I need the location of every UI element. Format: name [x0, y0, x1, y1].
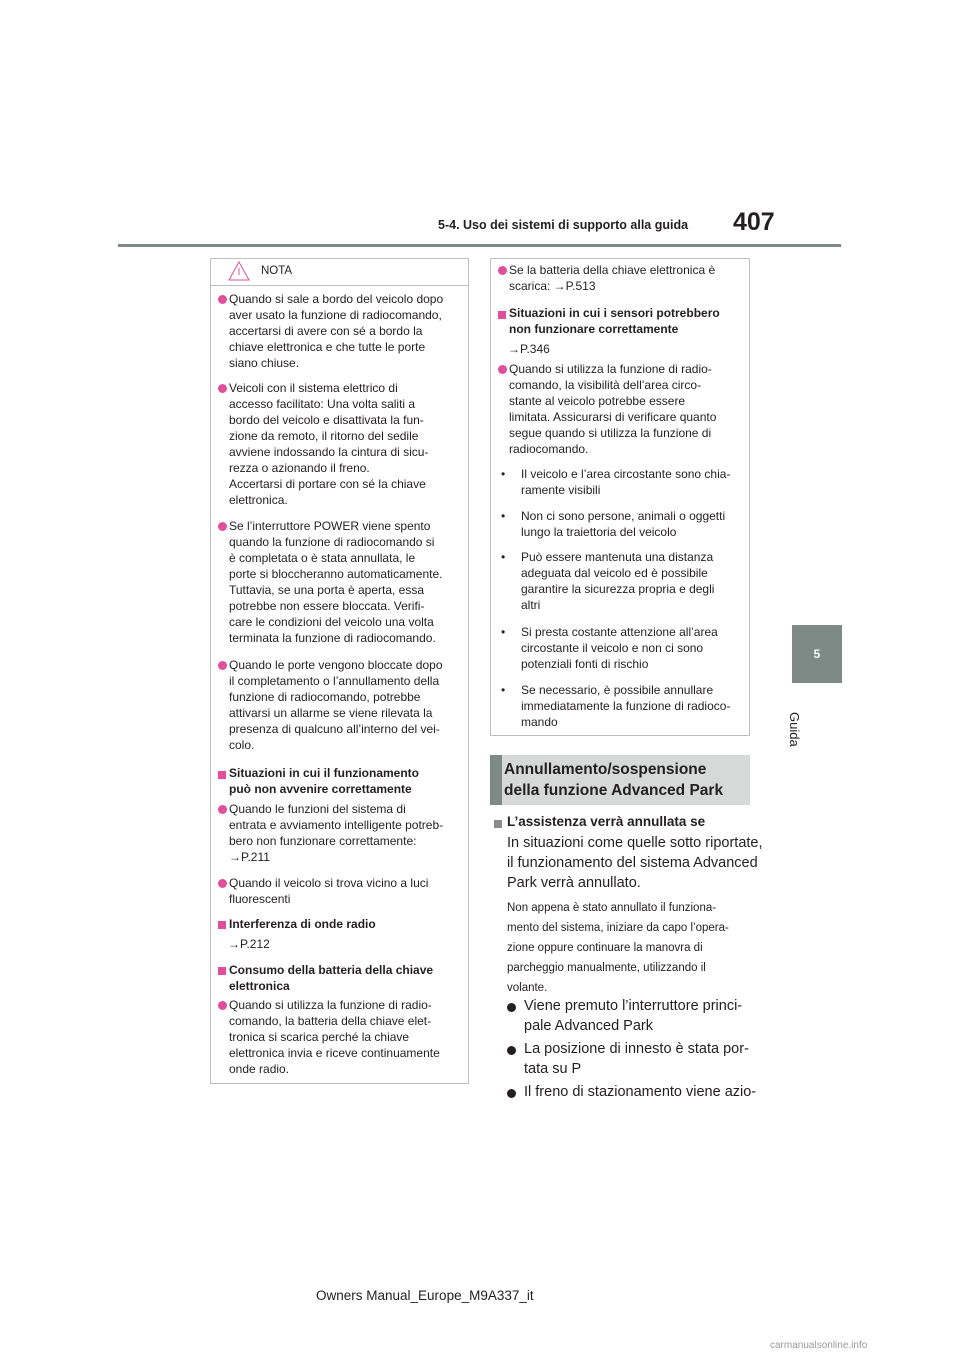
- square-bullet-icon: [218, 921, 226, 929]
- small-bullet: •: [501, 683, 506, 697]
- bullet-icon: [218, 805, 227, 814]
- check-item: Se necessario, è possibile annullare immediatamente la funzione di radioco- mando: [521, 683, 731, 729]
- subheading: Situazioni in cui i sensori potrebbero non funzionare correttamente: [509, 306, 720, 336]
- nota-item: Quando il veicolo si trova vicino a luci fluorescenti: [229, 876, 429, 906]
- page-reference: →P.212: [228, 937, 270, 951]
- nota-item: Se l’interruttore POWER viene spento quando la funzione di radiocomando si è completata o è stata annullata, le porte si bloccheranno automaticamente. Tuttavia, se una porta è aperta, essa potrebbe non essere bloccata. Verifi- care le condizioni del veicolo una volta terminata la funzione di radiocomando.: [229, 519, 443, 645]
- nota-item: Se la batteria della chiave elettronica è scarica: →P.513: [509, 263, 716, 293]
- bullet-icon: [218, 879, 227, 888]
- small-bullet: •: [501, 467, 506, 481]
- subheading: L’assistenza verrà annullata se: [507, 814, 706, 829]
- small-bullet: •: [501, 509, 506, 523]
- watermark: carmanualsonline.info: [770, 1340, 868, 1351]
- small-bullet: •: [501, 625, 506, 639]
- square-bullet-icon: [218, 771, 226, 779]
- section-heading-bar: [490, 755, 502, 805]
- note-paragraph: Non appena è stato annullato il funziona- mento del sistema, iniziare da capo l’opera- zione oppure continuare la manovra di parcheggio manualmente, utilizzando il volante.: [507, 902, 729, 994]
- small-bullet: •: [501, 550, 506, 564]
- bullet-item: Il freno di stazionamento viene azio-: [524, 1084, 757, 1100]
- square-bullet-icon: [498, 311, 506, 319]
- section-heading-text: Annullamento/sospensione della funzione Advanced Park: [504, 761, 724, 799]
- bullet-icon: [498, 365, 507, 374]
- page-number: 407: [733, 208, 775, 236]
- bullet-icon: [507, 1003, 516, 1012]
- check-item: Il veicolo e l’area circostante sono chia- ramente visibili: [521, 467, 731, 497]
- subheading: Situazioni in cui il funzionamento può non avvenire correttamente: [229, 766, 419, 796]
- nota-item: Veicoli con il sistema elettrico di accesso facilitato: Una volta saliti a bordo del veicolo e disattivata la fun- zione da remoto, il ritorno del sedile avviene indossando la cintura di sicu- rezza o azionando il freno. Accertarsi di portare con sé la chiave elettronica.: [229, 381, 429, 507]
- subheading: Consumo della batteria della chiave elettronica: [229, 963, 434, 993]
- footer: Owners Manual_Europe_M9A337_it: [316, 1288, 534, 1303]
- section-title: 5-4. Uso dei sistemi di supporto alla guida: [438, 218, 689, 232]
- nota-item: Quando le funzioni del sistema di entrata e avviamento intelligente potreb- bero non funzionare correttamente: →P.211: [229, 802, 444, 864]
- nota-item: Quando si sale a bordo del veicolo dopo aver usato la funzione di radiocomando, accertarsi di avere con sé a bordo la chiave elettronica e che tutte le porte siano chiuse.: [229, 292, 444, 370]
- nota-label: NOTA: [261, 265, 293, 277]
- bullet-icon: [218, 384, 227, 393]
- nota-item: Quando si utilizza la funzione di radio- comando, la visibilità dell’area circo- stante al veicolo potrebbe essere limitata. Assicurarsi di verificare quanto segue quando si utilizza la funzione di radiocomando.: [509, 362, 717, 456]
- nota-box: [210, 258, 469, 1084]
- square-bullet-icon: [494, 820, 502, 828]
- bullet-icon: [218, 661, 227, 670]
- check-item: Si presta costante attenzione all’area circostante il veicolo e non ci sono potenziali fonti di rischio: [521, 625, 718, 671]
- nota-divider: [211, 285, 468, 286]
- chapter-tab: 5: [792, 625, 842, 683]
- nota-item: Quando le porte vengono bloccate dopo il completamento o l’annullamento della funzione di radiocomando, potrebbe attivarsi un allarme se viene rilevata la presenza di qualcuno all’interno del vei- colo.: [229, 658, 443, 752]
- bullet-icon: [507, 1089, 516, 1098]
- nota-item: Quando si utilizza la funzione di radio- comando, la batteria della chiave elet- tronica si scarica perché la chiave elettronica invia e riceve continuamente onde radio.: [229, 998, 440, 1076]
- square-bullet-icon: [218, 967, 226, 975]
- bullet-icon: [218, 295, 227, 304]
- header-rule: [118, 244, 841, 247]
- check-item: Può essere mantenuta una distanza adeguata dal veicolo ed è possibile garantire la sicurezza propria e degli altri: [521, 550, 715, 612]
- page-reference: →P.346: [508, 342, 550, 356]
- bullet-item: Viene premuto l’interruttore princi- pale Advanced Park: [524, 998, 743, 1034]
- warning-triangle-icon: [228, 261, 250, 281]
- chapter-label: Guida: [787, 712, 802, 747]
- subheading: Interferenza di onde radio: [229, 917, 376, 931]
- bullet-icon: [218, 522, 227, 531]
- bullet-icon: [218, 1001, 227, 1010]
- bullet-icon: [498, 266, 507, 275]
- nota-box-continued: [490, 258, 750, 736]
- check-item: Non ci sono persone, animali o oggetti lungo la traiettoria del veicolo: [521, 509, 726, 539]
- intro-paragraph: In situazioni come quelle sotto riportate, il funzionamento del sistema Advanced Park verrà annullato.: [507, 835, 763, 891]
- bullet-icon: [507, 1046, 516, 1055]
- section-heading: [490, 755, 750, 805]
- bullet-item: La posizione di innesto è stata por- tata su P: [524, 1041, 749, 1077]
